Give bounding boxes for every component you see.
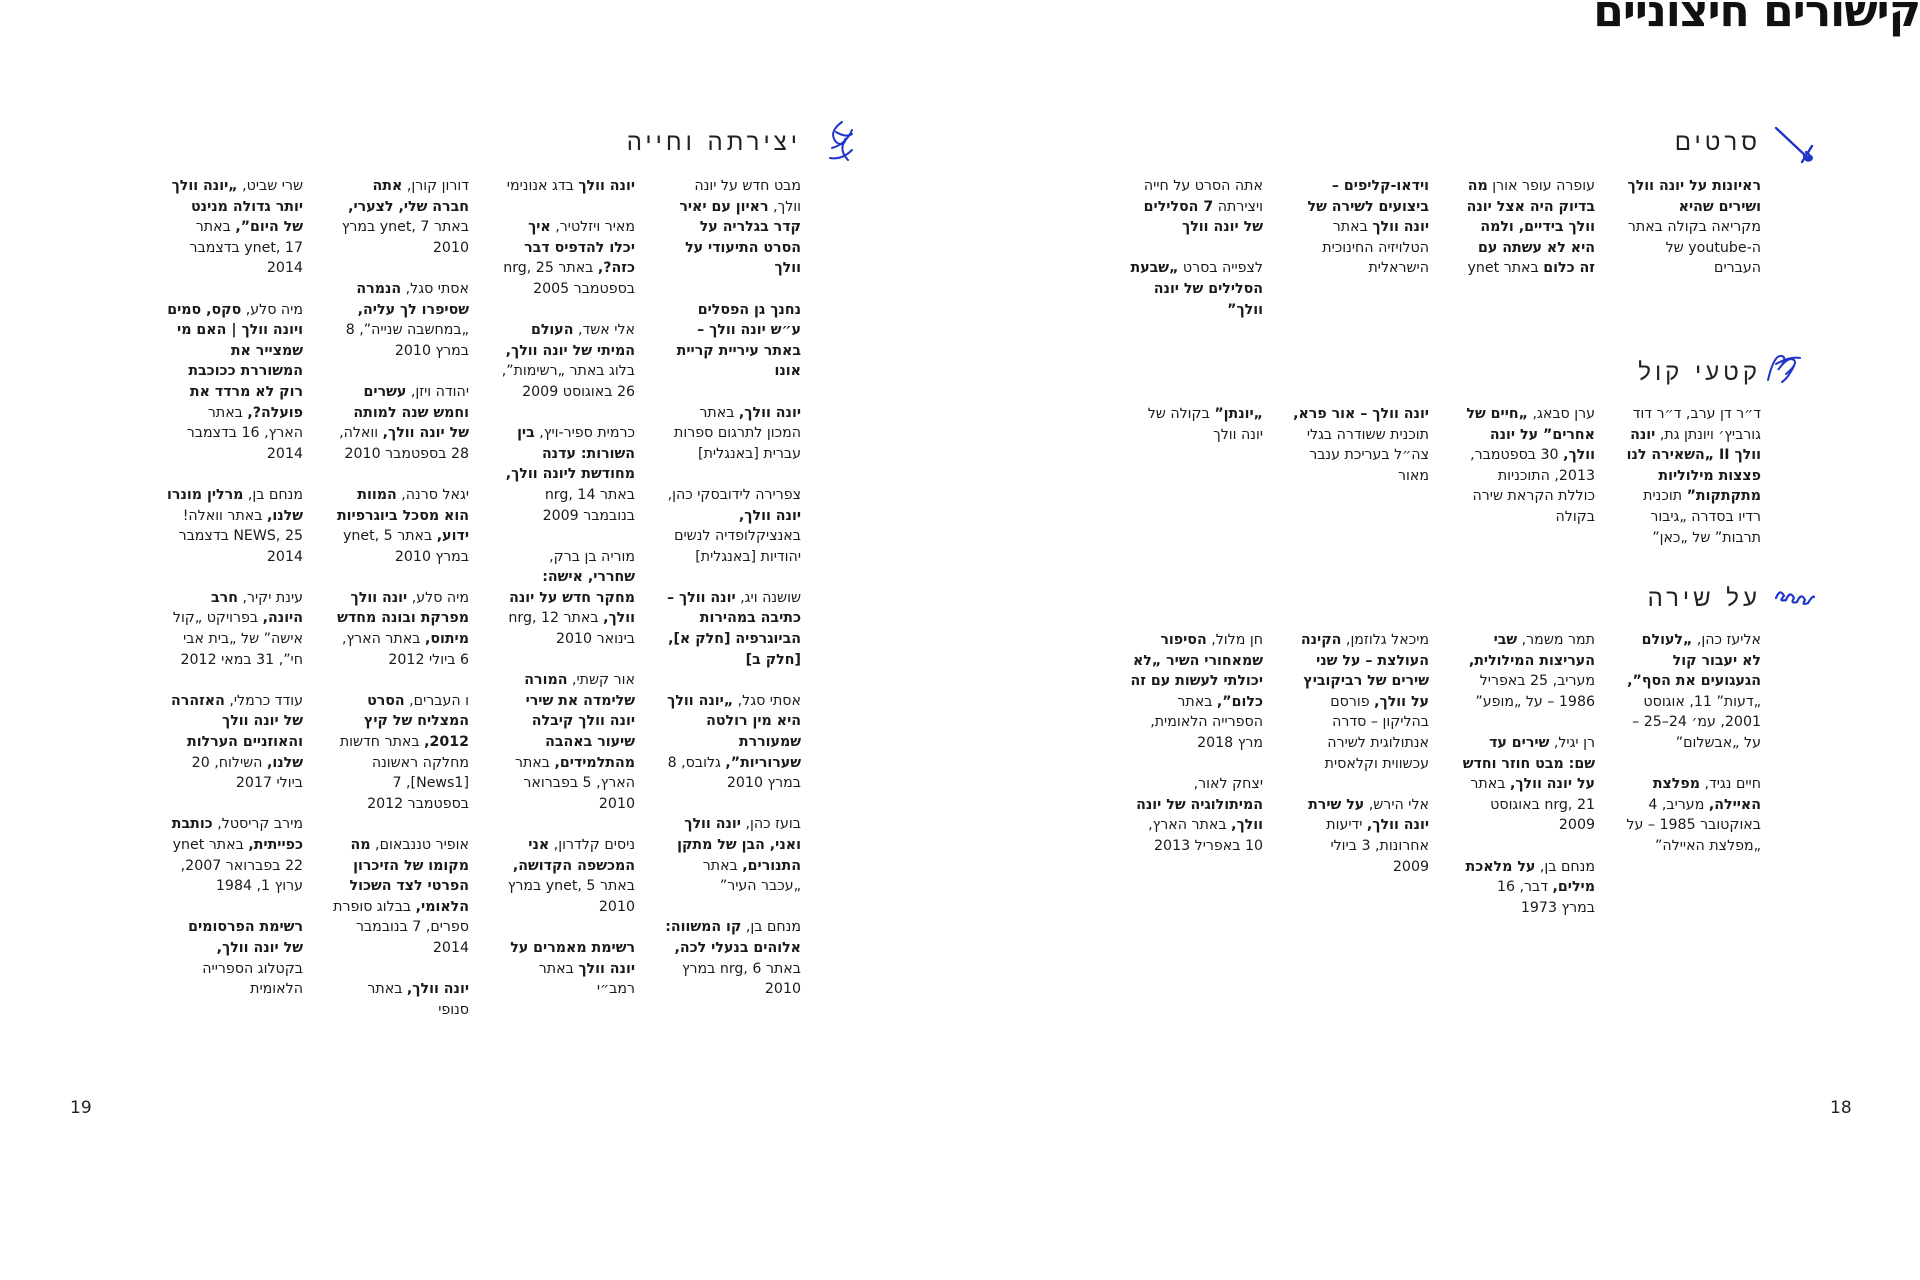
section-title-poetry: על שירה	[1647, 584, 1761, 612]
entry-text: מעריב, 4 באוקטובר 1985 – על „מפלצת האיילה”	[1626, 796, 1761, 854]
page-number-right: 18	[1830, 1098, 1852, 1118]
entry-title-link[interactable]: יונה וולך – אור פרא,	[1293, 406, 1429, 422]
entry-text: מאיר ויזלטיר,	[550, 219, 635, 236]
bibliography-entry	[665, 917, 801, 999]
entry-title-link[interactable]: סקס, סמים ויונה וולך | האם מי שמצייר את המשוררת ככוכבת רוק לא מרדד את פועלה?,	[167, 301, 303, 421]
bibliography-entry	[1459, 630, 1595, 712]
entry-title-link[interactable]: יונה וולך ואני, הבן של מתקן התנורים,	[677, 816, 801, 874]
entry-text: חיים נגיד,	[1699, 776, 1761, 793]
entry-text: חן מלול,	[1206, 632, 1263, 648]
entry-title-link[interactable]: הסיפור שמאחורי השיר „לא יכולתי לעשות עם זה כלום”,	[1130, 632, 1263, 710]
bibliography-entry	[1127, 630, 1263, 754]
entry-text: דורון קורן,	[402, 178, 469, 194]
entry-title-link[interactable]: מרלין מונרו שלנו,	[167, 486, 303, 524]
entry-text: מנחם בן,	[1535, 858, 1595, 875]
bibliography-entry	[333, 835, 469, 959]
entry-text: באתר המכון לתרגום ספרות עברית [באנגלית]	[674, 404, 801, 462]
entry-text: גלובס, 8 במרץ 2010	[667, 754, 801, 792]
entry-text: באתר ynet, 5 במרץ 2010	[342, 528, 469, 565]
bibliography-entry	[665, 300, 801, 382]
work-col-4	[167, 176, 303, 1020]
entry-text: עינת יקיר,	[237, 589, 303, 606]
entry-text: אתה הסרט על חייה ויצירתה	[1143, 178, 1263, 215]
bibliography-entry	[1625, 404, 1761, 548]
entry-title-link[interactable]: מפלצת האיילה,	[1652, 776, 1761, 813]
entry-text: באתר ynet 22 בפברואר 2007, ערוץ 1, 1984	[172, 837, 303, 895]
entry-title-link[interactable]: רשימת הפרסומים של יונה וולך,	[188, 919, 303, 956]
entry-title-link[interactable]: מה בדיוק היה אצל יונה וולך בידיים, ולמה היא לא עשתה עם זה כלום	[1466, 178, 1595, 277]
entry-text: באתר הספרייה הלאומית, מרץ 2018	[1150, 693, 1263, 751]
bibliography-entry	[665, 176, 801, 279]
entry-title-link[interactable]: „יונה וולך יותר גדולה מנינט של היום”,	[171, 178, 303, 236]
audio-col-4	[1127, 404, 1263, 466]
entry-text: בלוג באתר „רשימות”, 26 באוגוסט 2009	[501, 363, 635, 400]
entry-text: מוריה בן ברק,	[549, 548, 635, 565]
bibliography-entry	[333, 691, 469, 815]
entry-title-link[interactable]: קו המשווה: אלוהים בנעלי לכה,	[665, 919, 801, 956]
entry-title-link[interactable]: כותבת כפייתית,	[171, 816, 303, 853]
bibliography-entry	[1127, 176, 1263, 238]
entry-title-link[interactable]: יונה וולך – כתיבה במהירות הביוגרפיה [חלק א], [חלק ב]	[666, 589, 801, 668]
entry-text: באתר nrg, 6 במרץ 2010	[681, 960, 801, 998]
bibliography-entry	[333, 979, 469, 1020]
entry-title-link[interactable]: יונה וולך II „השאירה לנו פצצות מילוליות מתקתקות”	[1626, 426, 1761, 505]
bibliography-entry	[1127, 774, 1263, 856]
entry-text: דבר, 16 במרץ 1973	[1496, 879, 1595, 916]
films-col-2	[1459, 176, 1595, 300]
audio-col-3	[1293, 404, 1429, 507]
entry-text: באתר סנופי	[367, 981, 469, 1018]
entry-title-link[interactable]: מה מקומו של הזיכרון הפרטי לצד השכול הלאומי,	[349, 837, 469, 915]
entry-text: „דעות” 11, אוגוסט 2001, עמ׳ 24–25 – על „אבשלום”	[1632, 693, 1761, 751]
entry-text: באתר הארץ, 10 באפריל 2013	[1148, 817, 1263, 854]
entry-title-link[interactable]: הנמרה שסיפרו לך עליה,	[356, 280, 469, 318]
entry-text: באתר ynet, 5 במרץ 2010	[507, 878, 635, 915]
bibliography-entry	[167, 691, 303, 794]
entry-title-link[interactable]: ראיונות על יונה וולך ושירים שהיא	[1627, 178, 1761, 215]
entry-text: אופיר טננבאום,	[370, 837, 469, 853]
bibliography-entry	[333, 588, 469, 670]
entry-text: מנחם בן,	[741, 919, 801, 936]
entry-title-link[interactable]: יונה וולך,	[738, 507, 801, 524]
entry-text: בבלוג סופרת ספרים, 7 בנובמבר 2014	[333, 898, 469, 956]
entry-text: שושנה ויג,	[735, 589, 801, 606]
bibliography-entry	[665, 403, 801, 465]
bibliography-entry	[1459, 176, 1595, 279]
entry-title-link[interactable]: על מלאכת מילים,	[1465, 858, 1595, 896]
entry-title-link[interactable]: נחנך גן הפסלים ע״ש יונה וולך – באתר עיריית קריית אונו	[676, 301, 801, 380]
entry-title-link[interactable]: בין השורות: עדנה מחודשת ליונה וולך,	[505, 425, 635, 483]
work-col-1	[665, 176, 801, 1020]
entry-title-link[interactable]: שבי העריצות המילולית,	[1468, 632, 1595, 669]
films-col-1	[1625, 176, 1761, 300]
bibliography-entry	[1293, 176, 1429, 279]
entry-text: בדג אנונימי	[506, 178, 579, 194]
bibliography-entry	[665, 691, 801, 794]
bibliography-entry	[665, 814, 801, 896]
bibliography-entry	[1459, 733, 1595, 836]
entry-text: באתר ynet	[1467, 260, 1544, 277]
bibliography-entry	[1459, 857, 1595, 919]
poetry-col-3	[1293, 630, 1429, 898]
entry-title-link[interactable]: חרב היונה,	[211, 589, 303, 627]
entry-text: בועז כהן,	[740, 816, 801, 833]
bibliography-entry	[1127, 258, 1263, 320]
entry-title-link[interactable]: יונה וולך,	[406, 981, 469, 998]
entry-text: אסתי סגל,	[401, 280, 469, 297]
entry-title-link[interactable]: שחררי, אישה: מחקר חדש על יונה וולך,	[509, 569, 635, 627]
bibliography-entry	[167, 300, 303, 465]
loops-scribble-icon	[1774, 578, 1814, 608]
signature-scribble-icon	[822, 118, 862, 168]
entry-text: באתר רמב״י	[538, 960, 635, 998]
bibliography-entry	[1293, 630, 1429, 774]
bibliography-entry	[167, 588, 303, 670]
entry-text: באתר nrg, 12 בינואר 2010	[508, 610, 635, 648]
entry-text: „במחשבה שנייה”, 8 במרץ 2010	[345, 322, 469, 359]
bibliography-entry	[333, 279, 469, 361]
entry-text: אליעז כהן,	[1692, 632, 1761, 648]
entry-title-link[interactable]: הסרט המצליח של קיץ 2012,	[363, 692, 469, 751]
entry-text: באתר „עכבר העיר”	[702, 857, 801, 895]
page-title: קישורים חיצוניים	[1593, 0, 1920, 37]
entry-title-link[interactable]: אני המכשפה הקדושה,	[512, 837, 635, 874]
audio-col-1	[1625, 404, 1761, 569]
entry-title-link[interactable]: וידאו-קליפים – ביצועים לשירה של יונה וולך	[1307, 178, 1429, 236]
entry-title-link[interactable]: 7 הסלילים של יונה וולך	[1143, 198, 1263, 236]
entry-text: עודד כרמלי,	[224, 692, 303, 709]
entry-title-link[interactable]: יונה וולך,	[738, 404, 801, 421]
bibliography-entry	[1293, 795, 1429, 877]
entry-title-link[interactable]: „לעולם לא יעבור קול הגעגועים את הסף”,	[1627, 632, 1761, 690]
audio-col-2	[1459, 404, 1595, 548]
entry-text: עופרה עופר אורן	[1487, 178, 1595, 194]
bibliography-entry	[167, 176, 303, 279]
bibliography-entry	[1625, 630, 1761, 754]
flourish-scribble-icon	[1762, 344, 1806, 388]
bibliography-entry	[167, 917, 303, 999]
entry-text: תוכנית רדיו בסדרה „גיבור תרבות” של „כאן”	[1643, 488, 1761, 546]
entry-text: מיה סלע,	[241, 301, 303, 318]
entry-title-link[interactable]: שירים עד שם: מבט חוזר וחדש על יונה וולך,	[1462, 734, 1595, 793]
page-number-left: 19	[70, 1098, 92, 1118]
section-title-work: יצירתה וחייה	[626, 128, 801, 156]
entry-title-link[interactable]: רשימת מאמרים על יונה וולך	[510, 939, 635, 977]
entry-title-link[interactable]: המוות הוא מסכל ביוגרפיות ידוע,	[336, 486, 469, 545]
poetry-col-1	[1625, 630, 1761, 877]
bibliography-entry	[167, 814, 303, 896]
entry-text: לצפייה בסרט	[1178, 260, 1263, 277]
entry-text: מיכאל גלוזמן,	[1341, 632, 1429, 648]
entry-text: מעריב, 25 באפריל 1986 – על „מופע”	[1475, 673, 1595, 710]
bibliography-entry	[333, 485, 469, 567]
entry-text: תוכנית ששודרה בגלי צה״ל בעריכת ענבר מאור	[1306, 426, 1429, 484]
entry-title-link[interactable]: הקינה העולצת – על שני שירים של רביקוביץ על וולך,	[1300, 632, 1429, 710]
work-col-3	[333, 176, 469, 1041]
section-title-films: סרטים	[1674, 128, 1761, 156]
entry-text: ד״ר דן ערב, ד״ר דוד גורביץ׳ ויונתן גת,	[1632, 406, 1761, 443]
entry-title-link[interactable]: האזהרה של יונה וולך והאוזניים הערלות שלנו,	[171, 692, 303, 771]
bibliography-entry	[1625, 176, 1761, 279]
bibliography-entry	[499, 938, 635, 1000]
entry-text: יהודה ויזן,	[406, 383, 469, 400]
bibliography-entry	[333, 382, 469, 464]
entry-text: באתר nrg, 14 בנובמבר 2009	[542, 486, 635, 524]
bibliography-entry	[665, 588, 801, 670]
entry-text: באתר ynet, 7 במרץ 2010	[341, 219, 469, 256]
entry-title-link[interactable]: על שירת יונה וולך,	[1308, 796, 1429, 834]
bibliography-entry	[1127, 404, 1263, 445]
bibliography-entry	[499, 670, 635, 814]
bibliography-entry	[499, 547, 635, 650]
entry-text: אלי הירש,	[1364, 796, 1429, 813]
bibliography-entry	[333, 176, 469, 258]
entry-title-link[interactable]: „יונתן”	[1214, 406, 1263, 422]
entry-title-link[interactable]: איך יכלו להדפיס דבר כזה?,	[524, 219, 635, 277]
entry-title-link[interactable]: העולם המיתי של יונה וולך,	[505, 322, 635, 359]
entry-text: שרי שביט,	[237, 178, 303, 194]
entry-text: מירב קריסטל,	[212, 816, 303, 833]
bibliography-entry	[665, 485, 801, 567]
entry-text: ו העברים,	[404, 692, 469, 709]
entry-text: השילוח, 20 ביולי 2017	[191, 754, 303, 792]
bibliography-entry	[499, 320, 635, 402]
entry-text: ידיעות אחרונות, 3 ביולי 2009	[1326, 817, 1429, 875]
entry-text: באתר הארץ, 6 ביולי 2012	[341, 631, 469, 668]
entry-title-link[interactable]: יונה וולך מפרקת ובונה מחדש מיתוס,	[337, 589, 469, 648]
entry-text: בפרויקט „קול אישה” של „בית אבי חי”, 31 במאי 2012	[172, 610, 303, 668]
entry-title-link[interactable]: עשרים וחמש שנה למותה של יונה וולך,	[353, 383, 469, 442]
entry-title-link[interactable]: יונה וולך	[578, 178, 635, 194]
entry-text: יצחק לאור,	[1193, 776, 1263, 793]
entry-text: באתר הארץ, 5 בפברואר 2010	[514, 754, 635, 812]
entry-text: אלי אשד,	[573, 322, 635, 339]
entry-title-link[interactable]: המורה שלימדה את שירי יונה וולך קיבלה שיעור באהבה מהתלמידים,	[524, 672, 635, 771]
entry-text: בקטלוג הספרייה הלאומית	[202, 960, 303, 998]
films-col-4	[1127, 176, 1263, 341]
entry-title-link[interactable]: „יונה וולך היא מין רולטה שמעוררת שערוריות”,	[667, 692, 801, 771]
entry-text: באתר וואלה! NEWS, 25 בדצמבר 2014	[178, 507, 303, 565]
entry-text: באתר nrg, 21 באוגוסט 2009	[1470, 776, 1595, 834]
bibliography-entry	[499, 423, 635, 526]
entry-text: אור קשתי,	[567, 672, 635, 689]
entry-text: באתר הארץ, 16 בדצמבר 2014	[186, 404, 303, 462]
entry-title-link[interactable]: המיתולוגיה של יונה וולך,	[1136, 796, 1263, 834]
bibliography-entry	[1293, 404, 1429, 486]
entry-text: יגאל סרנה,	[396, 486, 469, 503]
bibliography-entry	[1625, 774, 1761, 856]
bibliography-entry	[1459, 404, 1595, 528]
entry-text: באתר nrg, 25 בספטמבר 2005	[503, 260, 635, 297]
entry-text: באתר ynet, 17 בדצמבר 2014	[189, 219, 303, 277]
poetry-col-2	[1459, 630, 1595, 939]
entry-text: באנציקלופדיה לנשים יהודיות [באנגלית]	[674, 528, 801, 565]
films-col-3	[1293, 176, 1429, 300]
section-title-audio: קטעי קול	[1638, 358, 1761, 386]
entry-text: וואלה, 28 בספטמבר 2010	[339, 425, 469, 462]
entry-text: צפרירה לידובסקי כהן,	[667, 486, 801, 503]
entry-text: כרמית ספיר-ויץ,	[534, 425, 635, 442]
entry-text: באתר חדשות מחלקה ראשונה [News1], 7 בספטמבר 2012	[339, 734, 469, 812]
entry-text: ניסים קלדרון,	[549, 837, 635, 853]
entry-text: מקריאה בקולה באתר ה-youtube של העברים	[1627, 219, 1761, 277]
poetry-col-4	[1127, 630, 1263, 877]
entry-text: באתר הטלויזיה החינוכית הישראלית	[1322, 219, 1429, 277]
entry-title-link[interactable]: „חיים של אחרים” על יונה וולך,	[1466, 406, 1595, 464]
entry-text: מנחם בן,	[243, 486, 303, 503]
sword-scribble-icon	[1772, 122, 1816, 166]
work-col-2	[499, 176, 635, 1020]
bibliography-entry	[499, 176, 635, 197]
entry-text: פורסם בהליקון – סדרה אנתולוגית לשירה עכשווית וקלאסית	[1324, 693, 1429, 772]
entry-title-link[interactable]: ראיון עם יאיר קדר בגלריה על הסרט התיעודי על וולך	[679, 198, 801, 277]
bibliography-entry	[499, 835, 635, 917]
entry-title-link[interactable]: „שבעת הסלילים של יונה וולך”	[1130, 260, 1263, 318]
bibliography-entry	[167, 485, 303, 567]
bibliography-entry	[499, 217, 635, 299]
entry-text: ערן סבאג,	[1527, 406, 1595, 422]
entry-text: מיה סלע,	[407, 589, 469, 606]
entry-text: מבט חדש על יונה וולך,	[694, 178, 801, 215]
entry-text: אסתי סגל,	[733, 692, 801, 709]
entry-text: 30 בספטמבר, 2013, התוכניות כוללת הקראת שירה בקולה	[1470, 447, 1595, 525]
entry-title-link[interactable]: אתה חברה שלי, לצערי,	[348, 178, 469, 215]
entry-text: תמר משמר,	[1517, 632, 1595, 648]
entry-text: בקולה של יונה וולך	[1147, 406, 1263, 443]
entry-text: רן יגיל,	[1549, 734, 1595, 751]
